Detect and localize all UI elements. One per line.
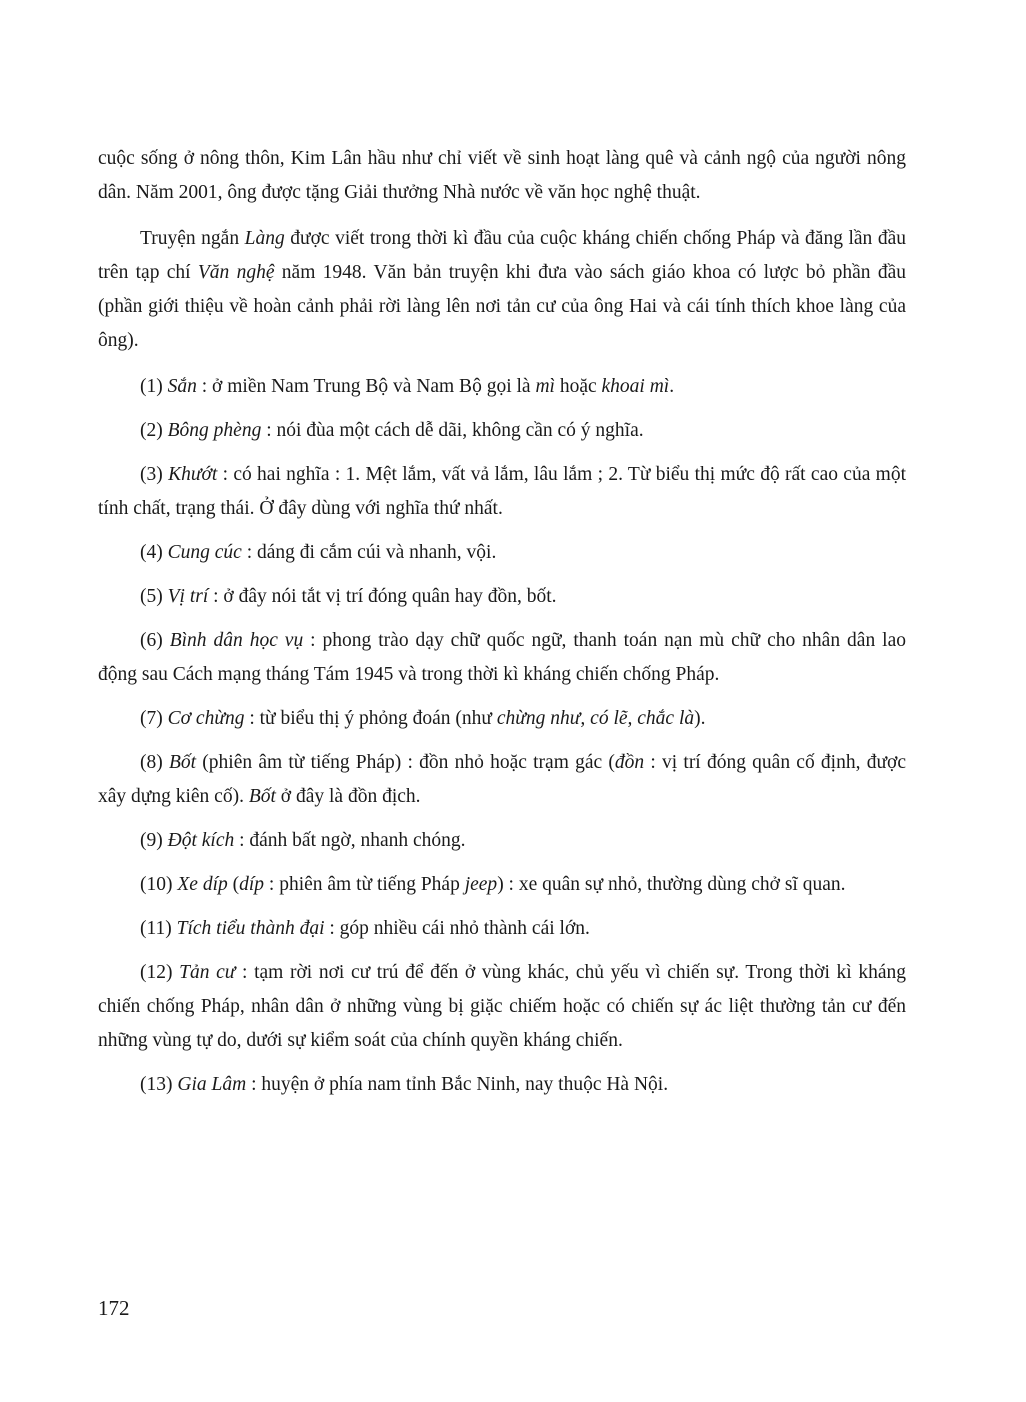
footnote-9: (9) Đột kích : đánh bất ngờ, nhanh chóng. xyxy=(140,830,466,851)
footnote-1: (1) Sắn : ở miền Nam Trung Bộ và Nam Bộ gọi là mì hoặc khoai mì. xyxy=(140,376,675,397)
footnote-12: (12) Tản cư : tạm rời nơi cư trú để đến ở vùng khác, chủ yếu vì chiến sự. Trong thời kì kháng chiến chống Pháp, nhân dân ở những vùng bị giặc chiếm hoặc có chiến sự ác liệt thường tản cư đến những vùng tự do, dưới sự kiểm soát của chính quyền kháng chiến. xyxy=(98,962,906,1051)
footnote-4: (4) Cung cúc : dáng đi cắm cúi và nhanh, vội. xyxy=(140,542,497,563)
footnote-3: (3) Khướt : có hai nghĩa : 1. Mệt lắm, vất vả lắm, lâu lắm ; 2. Từ biểu thị mức độ rất cao của một tính chất, trạng thái. Ở đây dùng với nghĩa thứ nhất. xyxy=(98,464,906,519)
footnote-term: Cung cúc xyxy=(167,542,242,563)
page-number: 172 xyxy=(98,1296,130,1320)
footnote-term: Bông phèng xyxy=(167,420,262,441)
magazine-title: Văn nghệ xyxy=(197,262,275,283)
footnote-term: Tản cư xyxy=(179,962,236,983)
footnote-term: Bốt xyxy=(168,752,197,773)
footnote-term: Sắn xyxy=(167,376,197,397)
story-title: Làng xyxy=(244,228,285,249)
footnote-term: Xe díp xyxy=(177,874,228,895)
footnote-term: Tích tiểu thành đại xyxy=(176,918,325,939)
intro-paragraph-story: Truyện ngắn Làng được viết trong thời kì đầu của cuộc kháng chiến chống Pháp và đăng lần đầu trên tạp chí Văn nghệ năm 1948. Văn bản truyện khi đưa vào sách giáo khoa có lược bỏ phần đầu (phần giới thiệu về hoàn cảnh phải rời làng lên nơi tản cư của ông Hai và cái tính thích khoe làng của ông). xyxy=(98,228,907,351)
footnote-term: Cơ chừng xyxy=(167,708,245,729)
footnote-7: (7) Cơ chừng : từ biểu thị ý phỏng đoán (như chừng như, có lẽ, chắc là). xyxy=(140,708,706,729)
intro-paragraph-continued xyxy=(98,142,906,210)
footnote-6: (6) Bình dân học vụ : phong trào dạy chữ quốc ngữ, thanh toán nạn mù chữ cho nhân dân lao động sau Cách mạng tháng Tám 1945 và trong thời kì kháng chiến chống Pháp. xyxy=(98,630,906,685)
footnote-11: (11) Tích tiểu thành đại : góp nhiều cái nhỏ thành cái lớn. xyxy=(140,918,590,939)
footnote-2: (2) Bông phèng : nói đùa một cách dễ dãi, không cần có ý nghĩa. xyxy=(140,420,644,441)
footnote-term: Bình dân học vụ xyxy=(169,630,304,651)
footnote-8: (8) Bốt (phiên âm từ tiếng Pháp) : đồn nhỏ hoặc trạm gác (đồn : vị trí đóng quân cố định, được xây dựng kiên cố). Bốt ở đây là đồn địch. xyxy=(98,752,906,807)
intro-text: cuộc sống ở nông thôn, Kim Lân hầu như chỉ viết về sinh hoạt làng quê và cảnh ngộ của người nông dân. Năm 2001, ông được tặng Giải thưởng Nhà nước về văn học nghệ thuật. xyxy=(98,148,906,203)
footnote-10: (10) Xe díp (díp : phiên âm từ tiếng Pháp jeep) : xe quân sự nhỏ, thường dùng chở sĩ quan. xyxy=(140,874,846,895)
footnote-13: (13) Gia Lâm : huyện ở phía nam tỉnh Bắc Ninh, nay thuộc Hà Nội. xyxy=(140,1074,669,1095)
footnote-term: Gia Lâm xyxy=(177,1074,247,1095)
footnote-term: Vị trí xyxy=(167,586,209,607)
footnote-5: (5) Vị trí : ở đây nói tắt vị trí đóng quân hay đồn, bốt. xyxy=(140,586,557,607)
footnote-term: Khướt xyxy=(168,464,218,485)
page-body xyxy=(98,142,906,1112)
footnote-term: Đột kích xyxy=(167,830,235,851)
